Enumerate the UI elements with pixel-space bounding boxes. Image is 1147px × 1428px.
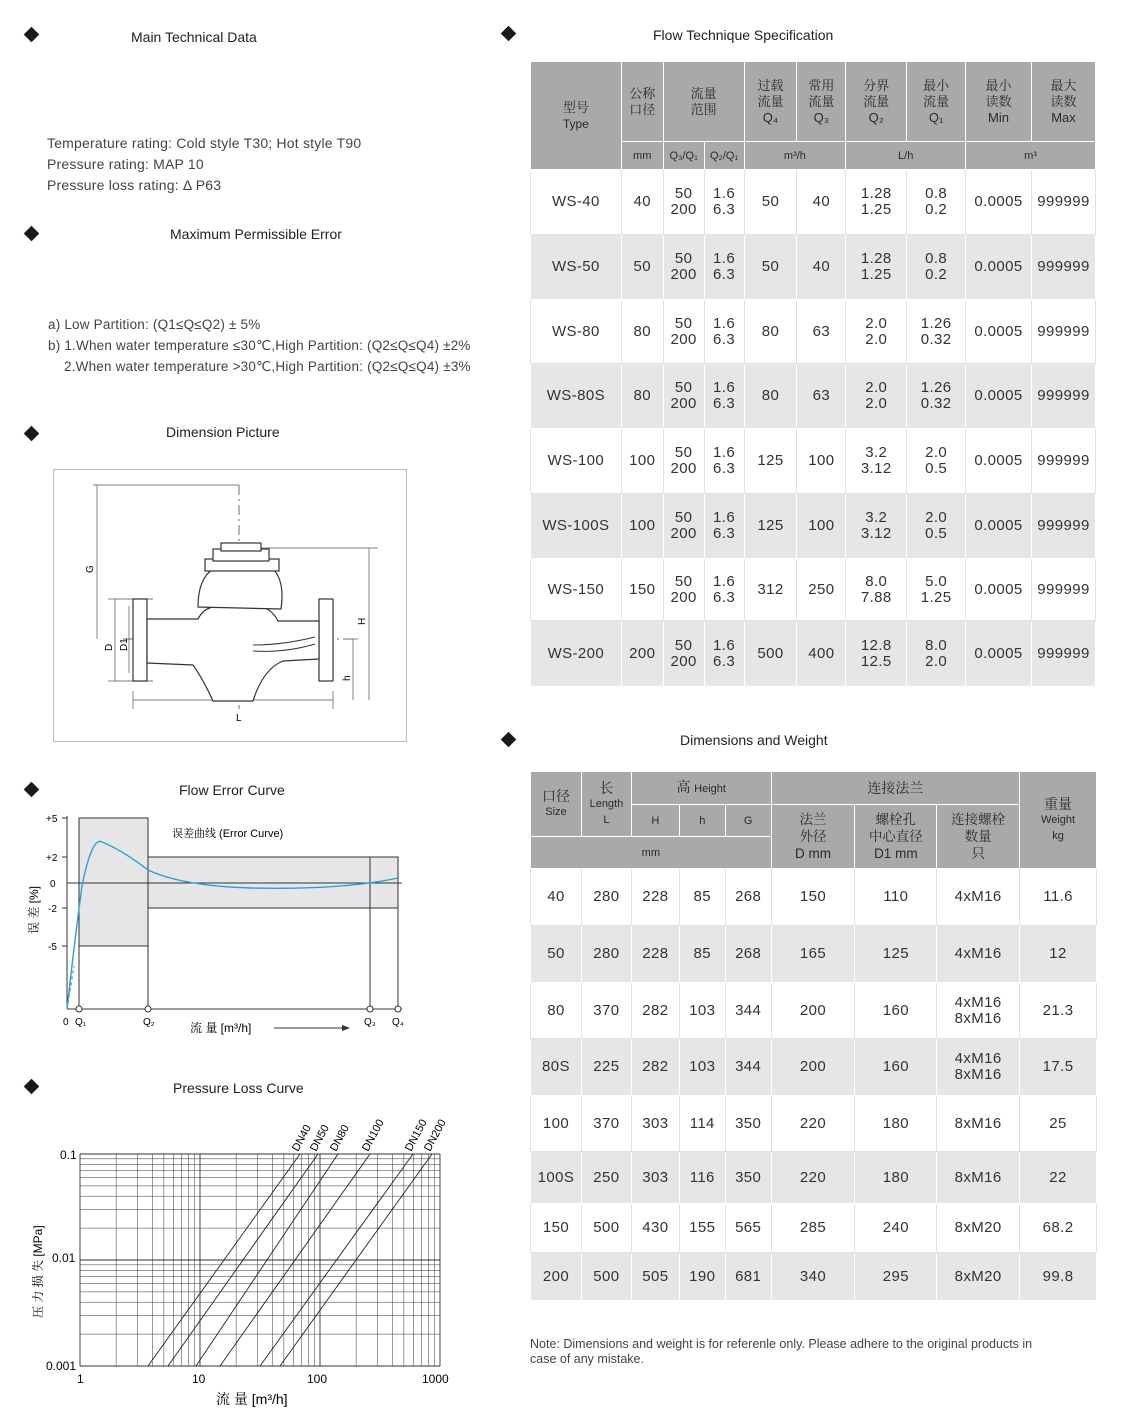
dim-weight-row bbox=[531, 1253, 1097, 1301]
dim-weight-cell-D: 150 bbox=[771, 869, 855, 926]
pressure-loss-xlabel: 流 量 [m³/h] bbox=[216, 1391, 288, 1407]
flow-spec-cell-max: 999999 bbox=[1031, 300, 1095, 364]
main-tech-list bbox=[47, 133, 361, 196]
xtick-100: 100 bbox=[307, 1372, 328, 1386]
col-q1: 最小 流量 Q₁ bbox=[907, 62, 966, 142]
dim-weight-cell-D1: 295 bbox=[855, 1253, 937, 1301]
dim-weight-cell-L: 500 bbox=[581, 1204, 631, 1253]
flow-spec-cell-type: WS-50 bbox=[531, 235, 622, 300]
dim-weight-cell-G: 565 bbox=[725, 1204, 771, 1253]
flow-spec-row bbox=[531, 429, 1096, 494]
dim-weight-row bbox=[531, 1039, 1097, 1096]
dim-weight-cell-size: 50 bbox=[531, 926, 582, 983]
flow-spec-cell-r2: 1.6 6.3 bbox=[704, 429, 744, 494]
dim-weight-cell-D: 340 bbox=[771, 1253, 855, 1301]
flow-spec-row bbox=[531, 494, 1096, 559]
temperature-rating: Temperature rating: Cold style T30; Hot style T90 bbox=[47, 135, 362, 151]
flow-spec-cell-r2: 1.6 6.3 bbox=[704, 621, 744, 687]
dim-weight-cell-D1: 160 bbox=[855, 1039, 937, 1096]
dim-weight-cell-L: 225 bbox=[581, 1039, 631, 1096]
flow-spec-row bbox=[531, 621, 1096, 687]
dim-weight-cell-bolts: 4xM16 8xM16 bbox=[937, 1039, 1020, 1096]
flow-spec-cell-r1: 50 200 bbox=[663, 559, 704, 621]
flow-spec-cell-min: 0.0005 bbox=[966, 170, 1032, 235]
col-size: 口径 Size bbox=[531, 772, 582, 837]
flow-spec-cell-dn: 80 bbox=[621, 300, 663, 364]
dim-weight-cell-h: 190 bbox=[679, 1253, 725, 1301]
series-label-dn40: DN40 bbox=[290, 1122, 314, 1154]
flow-spec-cell-type: WS-80 bbox=[531, 300, 622, 364]
flow-spec-cell-q4: 312 bbox=[744, 559, 797, 621]
flow-spec-cell-q2: 2.0 2.0 bbox=[846, 364, 907, 429]
flow-spec-cell-q4: 500 bbox=[744, 621, 797, 687]
pressure-loss-title: Pressure Loss Curve bbox=[173, 1080, 304, 1096]
dim-label-h-lower: h bbox=[342, 675, 353, 681]
dim-weight-cell-D1: 160 bbox=[855, 983, 937, 1039]
ytick-0.001: 0.001 bbox=[46, 1359, 77, 1373]
dim-weight-cell-size: 200 bbox=[531, 1253, 582, 1301]
dim-weight-cell-bolts: 4xM16 8xM16 bbox=[937, 983, 1020, 1039]
flow-spec-cell-dn: 200 bbox=[621, 621, 663, 687]
dim-weight-cell-bolts: 8xM20 bbox=[937, 1253, 1020, 1301]
dim-weight-cell-D1: 180 bbox=[855, 1152, 937, 1204]
flow-spec-cell-max: 999999 bbox=[1031, 364, 1095, 429]
dim-weight-cell-size: 80S bbox=[531, 1039, 582, 1096]
footnote: Note: Dimensions and weight is for referenle only. Please adhere to the original products in case of any mistake. bbox=[530, 1337, 1033, 1366]
dim-weight-cell-G: 350 bbox=[725, 1096, 771, 1152]
dim-weight-cell-kg: 11.6 bbox=[1020, 869, 1097, 926]
ytick-minus2: -2 bbox=[48, 904, 57, 915]
flow-spec-cell-q2: 3.2 3.12 bbox=[846, 494, 907, 559]
dim-weight-cell-L: 280 bbox=[581, 869, 631, 926]
dim-weight-cell-kg: 21.3 bbox=[1020, 983, 1097, 1039]
dim-label-h-upper: H bbox=[357, 617, 368, 625]
mpe-list bbox=[48, 314, 471, 377]
meter-dimension-drawing bbox=[53, 469, 407, 742]
flow-spec-cell-type: WS-200 bbox=[531, 621, 622, 687]
dim-weight-cell-G: 350 bbox=[725, 1152, 771, 1204]
series-label-dn200: DN200 bbox=[422, 1117, 449, 1154]
dim-weight-cell-L: 280 bbox=[581, 926, 631, 983]
flow-spec-cell-q3: 100 bbox=[797, 429, 846, 494]
flow-spec-cell-r2: 1.6 6.3 bbox=[704, 235, 744, 300]
flow-spec-cell-type: WS-100S bbox=[531, 494, 622, 559]
flow-spec-cell-q1: 1.26 0.32 bbox=[907, 364, 966, 429]
col-height: 高 Height bbox=[631, 772, 771, 805]
dim-label-d1: D1 bbox=[119, 638, 130, 651]
dim-weight-cell-G: 268 bbox=[725, 869, 771, 926]
bullet-diamond-icon bbox=[501, 26, 517, 42]
dim-weight-cell-D1: 110 bbox=[855, 869, 937, 926]
dim-weight-cell-kg: 25 bbox=[1020, 1096, 1097, 1152]
bullet-diamond-icon bbox=[24, 226, 40, 242]
flow-error-curve-chart bbox=[22, 806, 422, 1042]
bullet-diamond-icon bbox=[24, 27, 40, 43]
unit-mm: mm bbox=[621, 142, 663, 170]
flow-spec-cell-max: 999999 bbox=[1031, 559, 1095, 621]
flow-spec-cell-dn: 150 bbox=[621, 559, 663, 621]
flow-spec-cell-q2: 8.0 7.88 bbox=[846, 559, 907, 621]
dim-weight-table bbox=[530, 771, 1097, 1301]
dim-weight-cell-size: 100 bbox=[531, 1096, 582, 1152]
col-min: 最小 读数 Min bbox=[966, 62, 1032, 142]
flow-spec-cell-q1: 0.8 0.2 bbox=[907, 235, 966, 300]
flow-spec-cell-r2: 1.6 6.3 bbox=[704, 364, 744, 429]
dim-weight-cell-bolts: 4xM16 bbox=[937, 926, 1020, 983]
flow-spec-cell-r1: 50 200 bbox=[663, 364, 704, 429]
col-max: 最大 读数 Max bbox=[1031, 62, 1095, 142]
ytick-0.01: 0.01 bbox=[52, 1251, 76, 1265]
dim-weight-row bbox=[531, 1204, 1097, 1253]
flow-spec-cell-q3: 100 bbox=[797, 494, 846, 559]
flow-spec-cell-q4: 80 bbox=[744, 364, 797, 429]
flow-spec-cell-q1: 2.0 0.5 bbox=[907, 429, 966, 494]
dim-weight-cell-G: 344 bbox=[725, 983, 771, 1039]
dim-weight-cell-H: 430 bbox=[631, 1204, 679, 1253]
flow-spec-cell-q2: 12.8 12.5 bbox=[846, 621, 907, 687]
flow-spec-row bbox=[531, 300, 1096, 364]
dim-weight-cell-H: 303 bbox=[631, 1096, 679, 1152]
flow-spec-cell-dn: 50 bbox=[621, 235, 663, 300]
mpe-title: Maximum Permissible Error bbox=[170, 226, 342, 242]
flow-error-xlabel: 流 量 [m³/h] bbox=[190, 1021, 252, 1035]
col-weight: 重量 Weight kg bbox=[1020, 772, 1097, 869]
flow-spec-cell-min: 0.0005 bbox=[966, 235, 1032, 300]
flow-spec-cell-q4: 125 bbox=[744, 494, 797, 559]
dim-weight-cell-h: 103 bbox=[679, 1039, 725, 1096]
dim-weight-cell-D: 220 bbox=[771, 1152, 855, 1204]
col-flange-d1: 螺栓孔 中心直径 D1 mm bbox=[855, 805, 937, 869]
dim-weight-cell-D1: 240 bbox=[855, 1204, 937, 1253]
flow-spec-cell-q2: 1.28 1.25 bbox=[846, 170, 907, 235]
dim-weight-cell-D: 220 bbox=[771, 1096, 855, 1152]
col-h-small: h bbox=[679, 805, 725, 837]
ytick-0.1: 0.1 bbox=[60, 1148, 77, 1162]
flow-spec-cell-r2: 1.6 6.3 bbox=[704, 559, 744, 621]
dim-weight-cell-h: 116 bbox=[679, 1152, 725, 1204]
flow-error-title: Flow Error Curve bbox=[179, 782, 285, 798]
flow-spec-row bbox=[531, 170, 1096, 235]
col-flange-d: 法兰 外径 D mm bbox=[771, 805, 855, 869]
mpe-low-partition: a) Low Partition: (Q1≤Q≤Q2) ± 5% bbox=[48, 317, 261, 332]
bullet-diamond-icon bbox=[24, 782, 40, 798]
dim-weight-cell-kg: 12 bbox=[1020, 926, 1097, 983]
flow-spec-cell-type: WS-100 bbox=[531, 429, 622, 494]
dim-weight-cell-L: 370 bbox=[581, 1096, 631, 1152]
flow-spec-cell-r1: 50 200 bbox=[663, 429, 704, 494]
flow-spec-cell-q3: 63 bbox=[797, 364, 846, 429]
flow-spec-cell-max: 999999 bbox=[1031, 170, 1095, 235]
flow-spec-cell-q1: 2.0 0.5 bbox=[907, 494, 966, 559]
flow-spec-cell-r2: 1.6 6.3 bbox=[704, 494, 744, 559]
flow-spec-cell-min: 0.0005 bbox=[966, 300, 1032, 364]
unit-mm: mm bbox=[531, 837, 772, 869]
dim-weight-cell-H: 282 bbox=[631, 1039, 679, 1096]
dim-weight-cell-D: 200 bbox=[771, 983, 855, 1039]
error-curve-label: 误差曲线 (Error Curve) bbox=[172, 828, 284, 840]
flow-spec-cell-q2: 3.2 3.12 bbox=[846, 429, 907, 494]
dim-weight-cell-h: 114 bbox=[679, 1096, 725, 1152]
flow-spec-cell-dn: 100 bbox=[621, 429, 663, 494]
dim-weight-cell-D: 165 bbox=[771, 926, 855, 983]
dim-weight-cell-D1: 180 bbox=[855, 1096, 937, 1152]
flow-spec-cell-r1: 50 200 bbox=[663, 494, 704, 559]
dim-weight-row bbox=[531, 983, 1097, 1039]
mpe-high-partition-hot: 2.When water temperature >30℃,High Partition: (Q2≤Q≤Q4) ±3% bbox=[64, 359, 471, 374]
col-flow-range: 流量 范围 bbox=[663, 62, 744, 142]
flow-spec-cell-q3: 40 bbox=[797, 170, 846, 235]
dim-weight-row bbox=[531, 1096, 1097, 1152]
flow-spec-cell-q4: 50 bbox=[744, 235, 797, 300]
dim-weight-cell-bolts: 8xM16 bbox=[937, 1096, 1020, 1152]
bullet-diamond-icon bbox=[24, 426, 40, 442]
ytick-plus5: +5 bbox=[46, 814, 58, 825]
flow-spec-cell-max: 999999 bbox=[1031, 429, 1095, 494]
dim-weight-cell-L: 500 bbox=[581, 1253, 631, 1301]
flow-spec-cell-max: 999999 bbox=[1031, 494, 1095, 559]
flow-spec-cell-q1: 1.26 0.32 bbox=[907, 300, 966, 364]
series-label-dn80: DN80 bbox=[328, 1122, 352, 1154]
dim-weight-cell-size: 40 bbox=[531, 869, 582, 926]
dim-weight-cell-bolts: 8xM20 bbox=[937, 1204, 1020, 1253]
flow-spec-title: Flow Technique Specification bbox=[653, 27, 834, 43]
xtick-q3: Q₃ bbox=[364, 1017, 376, 1028]
dim-weight-cell-D: 285 bbox=[771, 1204, 855, 1253]
flow-spec-cell-q4: 80 bbox=[744, 300, 797, 364]
dim-weight-cell-size: 80 bbox=[531, 983, 582, 1039]
dim-label-g: G bbox=[85, 565, 96, 573]
flow-spec-cell-r1: 50 200 bbox=[663, 621, 704, 687]
flow-spec-cell-q1: 8.0 2.0 bbox=[907, 621, 966, 687]
dim-weight-cell-D: 200 bbox=[771, 1039, 855, 1096]
col-length: 长 Length L bbox=[581, 772, 631, 837]
col-flange-bolts: 连接螺栓 数量 只 bbox=[937, 805, 1020, 869]
flow-spec-cell-r2: 1.6 6.3 bbox=[704, 170, 744, 235]
col-q2: 分界 流量 Q₂ bbox=[846, 62, 907, 142]
dim-weight-cell-G: 681 bbox=[725, 1253, 771, 1301]
dim-weight-cell-kg: 17.5 bbox=[1020, 1039, 1097, 1096]
ytick-0: 0 bbox=[50, 879, 56, 890]
dim-weight-row bbox=[531, 869, 1097, 926]
dim-weight-cell-h: 155 bbox=[679, 1204, 725, 1253]
flow-spec-cell-r1: 50 200 bbox=[663, 170, 704, 235]
dim-weight-cell-h: 103 bbox=[679, 983, 725, 1039]
flow-spec-cell-r2: 1.6 6.3 bbox=[704, 300, 744, 364]
dim-weight-cell-kg: 68.2 bbox=[1020, 1204, 1097, 1253]
dim-label-d: D bbox=[104, 643, 115, 651]
flow-spec-cell-q3: 400 bbox=[797, 621, 846, 687]
unit-m3: m³ bbox=[966, 142, 1096, 170]
dim-label-l: L bbox=[236, 713, 242, 724]
flow-spec-cell-q1: 5.0 1.25 bbox=[907, 559, 966, 621]
series-label-dn150: DN150 bbox=[403, 1117, 430, 1154]
flow-spec-cell-max: 999999 bbox=[1031, 621, 1095, 687]
flow-spec-cell-q4: 50 bbox=[744, 170, 797, 235]
ytick-plus2: +2 bbox=[46, 853, 58, 864]
pressure-rating: Pressure rating: MAP 10 bbox=[47, 156, 204, 172]
flow-spec-cell-dn: 100 bbox=[621, 494, 663, 559]
xtick-1: 1 bbox=[77, 1372, 84, 1386]
col-g: G bbox=[725, 805, 771, 837]
flow-error-ylabel: 误 差 [%] bbox=[27, 885, 41, 934]
dim-weight-cell-kg: 99.8 bbox=[1020, 1253, 1097, 1301]
flow-spec-cell-q3: 40 bbox=[797, 235, 846, 300]
dim-weight-cell-bolts: 8xM16 bbox=[937, 1152, 1020, 1204]
dimension-picture-title: Dimension Picture bbox=[166, 424, 280, 440]
flow-spec-cell-max: 999999 bbox=[1031, 235, 1095, 300]
flow-spec-cell-q2: 2.0 2.0 bbox=[846, 300, 907, 364]
dim-weight-cell-G: 344 bbox=[725, 1039, 771, 1096]
flow-spec-cell-q3: 250 bbox=[797, 559, 846, 621]
flow-spec-cell-type: WS-80S bbox=[531, 364, 622, 429]
flow-spec-row bbox=[531, 364, 1096, 429]
dim-weight-cell-L: 250 bbox=[581, 1152, 631, 1204]
dim-weight-cell-H: 282 bbox=[631, 983, 679, 1039]
dim-weight-cell-D1: 125 bbox=[855, 926, 937, 983]
bullet-diamond-icon bbox=[501, 732, 517, 748]
flow-spec-cell-type: WS-40 bbox=[531, 170, 622, 235]
unit-q2q1: Q₂/Q₁ bbox=[704, 142, 744, 170]
dim-weight-title: Dimensions and Weight bbox=[680, 732, 828, 748]
main-tech-title: Main Technical Data bbox=[131, 29, 257, 45]
flow-spec-cell-r1: 50 200 bbox=[663, 235, 704, 300]
flow-spec-cell-min: 0.0005 bbox=[966, 494, 1032, 559]
unit-m3h: m³/h bbox=[744, 142, 846, 170]
flow-spec-cell-r1: 50 200 bbox=[663, 300, 704, 364]
xtick-10: 10 bbox=[192, 1372, 206, 1386]
unit-q3q1: Q₃/Q₁ bbox=[663, 142, 704, 170]
flow-spec-cell-q4: 125 bbox=[744, 429, 797, 494]
xtick-q2: Q₂ bbox=[143, 1017, 155, 1028]
flow-spec-cell-q1: 0.8 0.2 bbox=[907, 170, 966, 235]
col-q3: 常用 流量 Q₃ bbox=[797, 62, 846, 142]
col-flange: 连接法兰 bbox=[771, 772, 1019, 805]
flow-spec-cell-min: 0.0005 bbox=[966, 621, 1032, 687]
bullet-diamond-icon bbox=[24, 1079, 40, 1095]
pressure-loss-chart bbox=[20, 1100, 460, 1418]
dim-weight-cell-size: 100S bbox=[531, 1152, 582, 1204]
col-h-big: H bbox=[631, 805, 679, 837]
xtick-q1: Q₁ bbox=[75, 1017, 87, 1028]
flow-spec-row bbox=[531, 559, 1096, 621]
col-dn: 公称 口径 bbox=[621, 62, 663, 142]
pressure-loss-ylabel: 压 力 损 失 [MPa] bbox=[31, 1225, 45, 1318]
dim-weight-cell-h: 85 bbox=[679, 869, 725, 926]
dim-weight-cell-H: 228 bbox=[631, 869, 679, 926]
xtick-0: 0 bbox=[63, 1017, 69, 1028]
series-label-dn50: DN50 bbox=[308, 1122, 332, 1154]
flow-spec-cell-min: 0.0005 bbox=[966, 364, 1032, 429]
xtick-q4: Q₄ bbox=[392, 1017, 404, 1028]
low-partition-zone bbox=[79, 818, 148, 946]
xtick-1000: 1000 bbox=[422, 1372, 449, 1386]
flow-spec-cell-type: WS-150 bbox=[531, 559, 622, 621]
dim-weight-cell-L: 370 bbox=[581, 983, 631, 1039]
flow-spec-row bbox=[531, 235, 1096, 300]
flow-spec-cell-dn: 80 bbox=[621, 364, 663, 429]
flow-spec-cell-min: 0.0005 bbox=[966, 429, 1032, 494]
dim-weight-cell-bolts: 4xM16 bbox=[937, 869, 1020, 926]
flow-spec-cell-min: 0.0005 bbox=[966, 559, 1032, 621]
dim-weight-cell-H: 303 bbox=[631, 1152, 679, 1204]
unit-lh: L/h bbox=[846, 142, 966, 170]
series-label-dn100: DN100 bbox=[360, 1117, 387, 1154]
dim-weight-cell-H: 505 bbox=[631, 1253, 679, 1301]
col-type: 型号 Type bbox=[531, 62, 622, 170]
flow-spec-cell-q2: 1.28 1.25 bbox=[846, 235, 907, 300]
dim-weight-row bbox=[531, 1152, 1097, 1204]
flow-spec-cell-q3: 63 bbox=[797, 300, 846, 364]
dim-weight-cell-H: 228 bbox=[631, 926, 679, 983]
mpe-high-partition-cold: b) 1.When water temperature ≤30℃,High Partition: (Q2≤Q≤Q4) ±2% bbox=[48, 338, 471, 353]
dim-weight-cell-h: 85 bbox=[679, 926, 725, 983]
dim-weight-cell-kg: 22 bbox=[1020, 1152, 1097, 1204]
dim-weight-cell-G: 268 bbox=[725, 926, 771, 983]
col-q4: 过载 流量 Q₄ bbox=[744, 62, 797, 142]
ytick-minus5: -5 bbox=[48, 942, 57, 953]
pressure-loss-rating: Pressure loss rating: Δ P63 bbox=[47, 177, 222, 193]
flow-spec-table bbox=[530, 61, 1096, 687]
dim-weight-row bbox=[531, 926, 1097, 983]
dim-weight-cell-size: 150 bbox=[531, 1204, 582, 1253]
flow-spec-cell-dn: 40 bbox=[621, 170, 663, 235]
